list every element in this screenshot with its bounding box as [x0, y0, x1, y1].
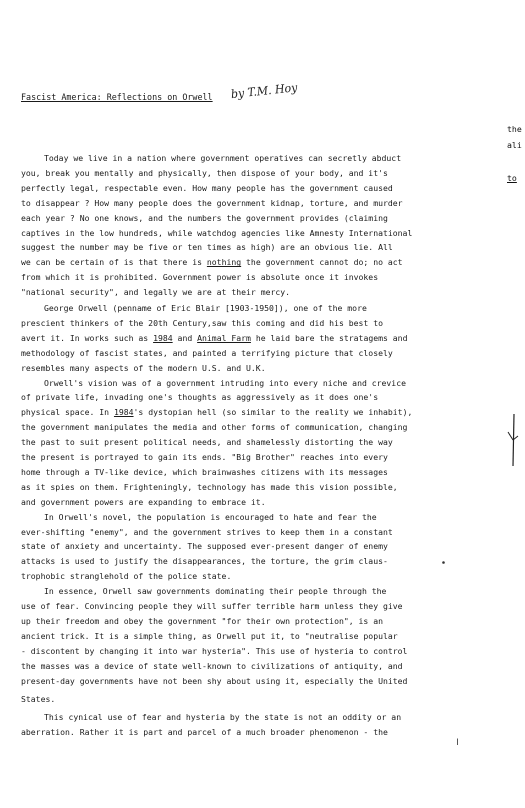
text-line	[21, 645, 407, 658]
text-line	[21, 197, 403, 210]
text-segment: the government cannot do; no act	[241, 257, 403, 268]
text-line	[21, 212, 388, 225]
margin-bracket-mark	[506, 412, 520, 468]
text-line	[21, 675, 407, 688]
text-segment: up their freedom and obey the government "for their own protection", is an	[21, 615, 383, 626]
text-segment: present-day governments have not been shy about using it, especially the United	[21, 675, 408, 686]
byline-text: by T.M. Hoy	[230, 80, 299, 102]
text-line	[44, 585, 386, 598]
text-segment: each year ? No one knows, and the numbers the government provides (claiming	[21, 212, 388, 223]
text-segment: resembles many aspects of the modern U.S. and U.K.	[21, 362, 266, 373]
text-segment: to disappear ? How many people does the government kidnap, torture, and murder	[21, 197, 403, 208]
text-line	[21, 466, 388, 479]
text-line	[21, 391, 378, 404]
text-segment: Orwell's vision was of a government intruding into every niche and crevice	[44, 377, 406, 388]
text-line	[21, 436, 393, 449]
text-line	[21, 182, 393, 195]
text-line	[44, 152, 401, 165]
text-segment: home through a TV-like device, which brainwashes citizens with its messages	[21, 466, 388, 477]
text-line	[21, 406, 412, 419]
text-segment: aberration. Rather it is part and parcel of a much broader phenomenon - the	[21, 727, 388, 738]
text-segment: the government manipulates the media and other forms of communication, changing	[21, 422, 408, 433]
text-segment: and	[172, 332, 198, 343]
stray-dot-mark	[441, 560, 446, 565]
text-segment: the past to suit present political needs, and shamelessly distorting the way	[21, 437, 393, 448]
text-line	[21, 481, 398, 494]
text-line	[21, 540, 388, 553]
text-line	[21, 693, 55, 706]
text-segment: In essence, Orwell saw governments dominating their people through the	[44, 586, 387, 597]
text-line	[21, 241, 393, 254]
text-segment: perfectly legal, respectable even. How many people has the government caused	[21, 182, 393, 193]
text-segment: methodology of fascist states, and painted a terrifying picture that closely	[21, 347, 393, 358]
text-segment: and government powers are expanding to embrace it.	[21, 496, 266, 507]
text-line	[44, 377, 406, 390]
text-segment: 's dystopian hell (so similar to the reality we inhabit),	[133, 407, 413, 418]
underlined-text: 1984	[153, 332, 173, 343]
text-line	[44, 511, 377, 524]
text-segment: This cynical use of fear and hysteria by the state is not an oddity or an	[44, 712, 402, 723]
text-segment: States.	[21, 694, 56, 705]
text-segment: the present is portrayed to gain its ends. "Big Brother" reaches into every	[21, 452, 388, 462]
text-line	[21, 526, 393, 539]
text-line	[21, 600, 403, 613]
text-segment: as it spies on them. Frighteningly, technology has made this vision possible,	[21, 481, 398, 492]
article-title-text: Fascist America: Reflections on Orwell	[21, 92, 213, 102]
text-line	[21, 227, 412, 240]
text-segment: captives in the low hundreds, while watchdog agencies like Amnesty International	[21, 227, 413, 238]
text-line	[21, 256, 403, 269]
text-segment: he laid bare the stratagems and	[250, 332, 408, 343]
text-line	[21, 317, 383, 330]
text-segment: ever-shifting "enemy", and the government strives to keep them in a constant	[21, 526, 393, 537]
text-segment: George Orwell (penname of Eric Blair [1903-1950]), one of the more	[44, 303, 367, 313]
text-line	[21, 286, 290, 299]
text-line	[21, 271, 378, 284]
text-line	[21, 496, 266, 509]
text-segment: the masses was a device of state well-known to civilizations of antiquity, and	[21, 660, 403, 671]
margin-fragment-3: to	[507, 173, 517, 183]
text-segment: In Orwell's novel, the population is encouraged to hate and fear the	[44, 511, 377, 522]
margin-fragment-2: ali	[507, 140, 522, 150]
text-line	[21, 167, 388, 180]
text-segment: you, break you mentally and physically, then dispose of your body, and it's	[21, 167, 388, 178]
text-line	[21, 555, 388, 568]
text-segment: trophobic stranglehold of the police state.	[21, 571, 232, 582]
text-line	[21, 332, 407, 345]
text-segment: avert it. In works such as	[21, 332, 154, 343]
text-segment: from which it is prohibited. Government power is absolute once it invokes	[21, 272, 379, 283]
text-segment: ancient trick. It is a simple thing, as Orwell put it, to "neutralise popular	[21, 630, 398, 641]
text-line	[21, 347, 393, 360]
text-line	[21, 615, 383, 628]
text-segment: - discontent by changing it into war hysteria". This use of hysteria to control	[21, 645, 408, 656]
text-segment: of private life, invading one's thoughts as aggressively as it does one's	[21, 392, 379, 403]
text-line	[21, 726, 388, 739]
text-segment: prescient thinkers of the 20th Century,saw this coming and did his best to	[21, 317, 383, 328]
text-segment: attacks is used to justify the disappearances, the torture, the grim claus-	[21, 556, 388, 567]
underlined-text: nothing	[206, 257, 242, 268]
article-title	[21, 92, 213, 102]
text-segment: we can be certain of is that there is	[21, 257, 207, 268]
text-line	[21, 451, 388, 464]
text-segment: use of fear. Convincing people they will suffer terrible harm unless they give	[21, 601, 403, 611]
text-segment: state of anxiety and uncertainty. The supposed ever-present danger of enemy	[21, 541, 388, 552]
text-line	[21, 362, 266, 375]
text-segment: physical space. In	[21, 407, 114, 418]
text-line	[21, 421, 407, 434]
text-line	[44, 711, 401, 724]
handwritten-byline	[230, 80, 299, 102]
text-line	[21, 630, 398, 643]
text-segment: suggest the number may be five or ten times as high) are an obvious lie. All	[21, 242, 393, 253]
text-line	[21, 570, 231, 583]
text-segment: "national security", and legally we are at their mercy.	[21, 287, 291, 298]
text-line	[21, 660, 403, 673]
margin-fragment-1: the	[507, 124, 522, 134]
text-segment: Today we live in a nation where government operatives can secretly abduct	[44, 153, 402, 163]
underlined-text: 1984	[113, 407, 134, 418]
stray-tick-mark	[455, 738, 460, 746]
text-line	[44, 302, 367, 315]
underlined-text: Animal Farm	[197, 332, 251, 343]
